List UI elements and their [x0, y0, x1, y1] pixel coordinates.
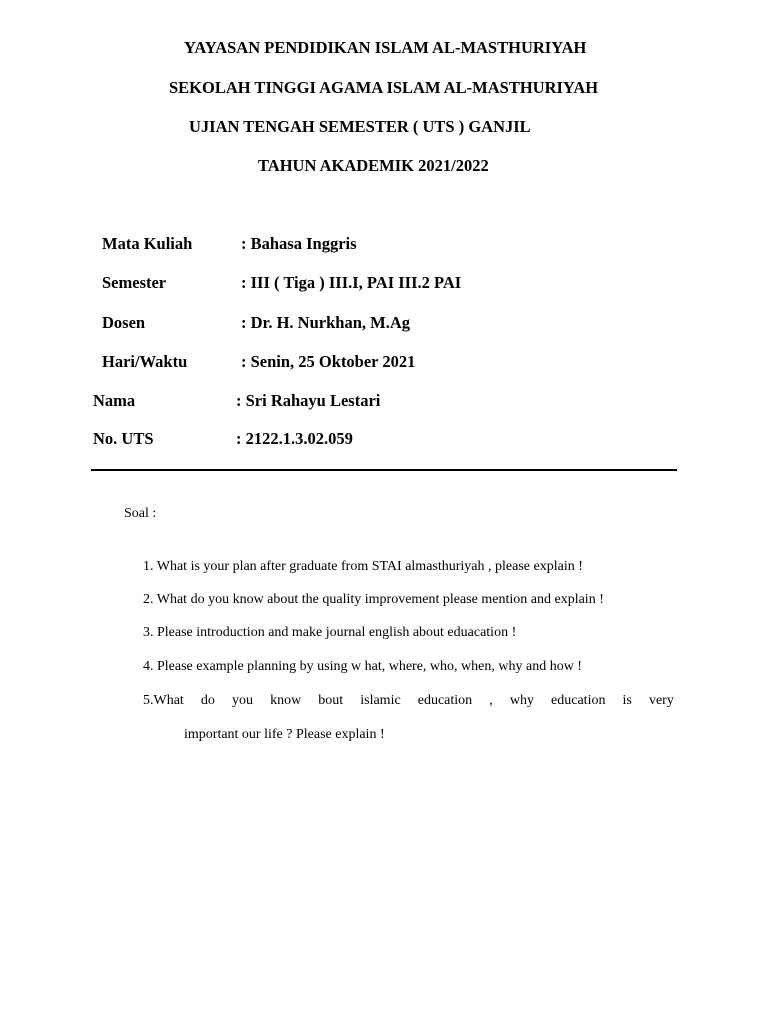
hari-waktu-value: : Senin, 25 Oktober 2021: [241, 352, 416, 371]
hari-waktu-label: Hari/Waktu: [102, 352, 188, 371]
mata-kuliah-label: Mata Kuliah: [102, 234, 193, 253]
dosen-value: : Dr. H. Nurkhan, M.Ag: [241, 313, 410, 332]
q5-word: education: [551, 693, 606, 708]
soal-label: Soal :: [124, 506, 157, 521]
q5-word: education: [417, 693, 473, 708]
section-divider: [91, 469, 677, 471]
header-exam-title: UJIAN TENGAH SEMESTER ( UTS ) GANJIL: [189, 117, 531, 136]
q5-word: islamic: [360, 693, 401, 708]
q5-word: bout: [318, 693, 344, 708]
semester-value: : III ( Tiga ) III.I, PAI III.2 PAI: [241, 273, 462, 292]
no-uts-label: No. UTS: [93, 429, 154, 448]
question-1: 1. What is your plan after graduate from STAI almasthuriyah , please explain !: [143, 559, 583, 574]
mata-kuliah-value: : Bahasa Inggris: [241, 234, 357, 253]
nama-label: Nama: [93, 391, 136, 410]
semester-label: Semester: [102, 273, 167, 292]
header-college-name: SEKOLAH TINGGI AGAMA ISLAM AL-MASTHURIYAH: [169, 78, 599, 97]
nama-value: : Sri Rahayu Lestari: [236, 391, 381, 410]
q5-word: ,: [489, 693, 493, 708]
question-3: 3. Please introduction and make journal english about eduacation !: [143, 625, 517, 640]
header-academic-year: TAHUN AKADEMIK 2021/2022: [258, 156, 489, 175]
dosen-label: Dosen: [102, 313, 146, 332]
q5-word: is: [622, 693, 632, 708]
q5-word: very: [648, 693, 674, 708]
no-uts-value: : 2122.1.3.02.059: [236, 429, 353, 448]
question-4: 4. Please example planning by using w hat, where, who, when, why and how !: [143, 659, 582, 674]
question-5-line-1: [143, 693, 674, 709]
q5-word: why: [509, 693, 534, 708]
header-foundation-name: YAYASAN PENDIDIKAN ISLAM AL-MASTHURIYAH: [184, 38, 587, 57]
q5-word: you: [231, 693, 253, 708]
q5-word: 5.What: [143, 693, 184, 708]
q5-word: know: [270, 693, 302, 708]
question-2: 2. What do you know about the quality improvement please mention and explain !: [143, 592, 604, 607]
q5-word: do: [200, 693, 215, 708]
question-5-line-2: important our life ? Please explain !: [184, 727, 385, 742]
